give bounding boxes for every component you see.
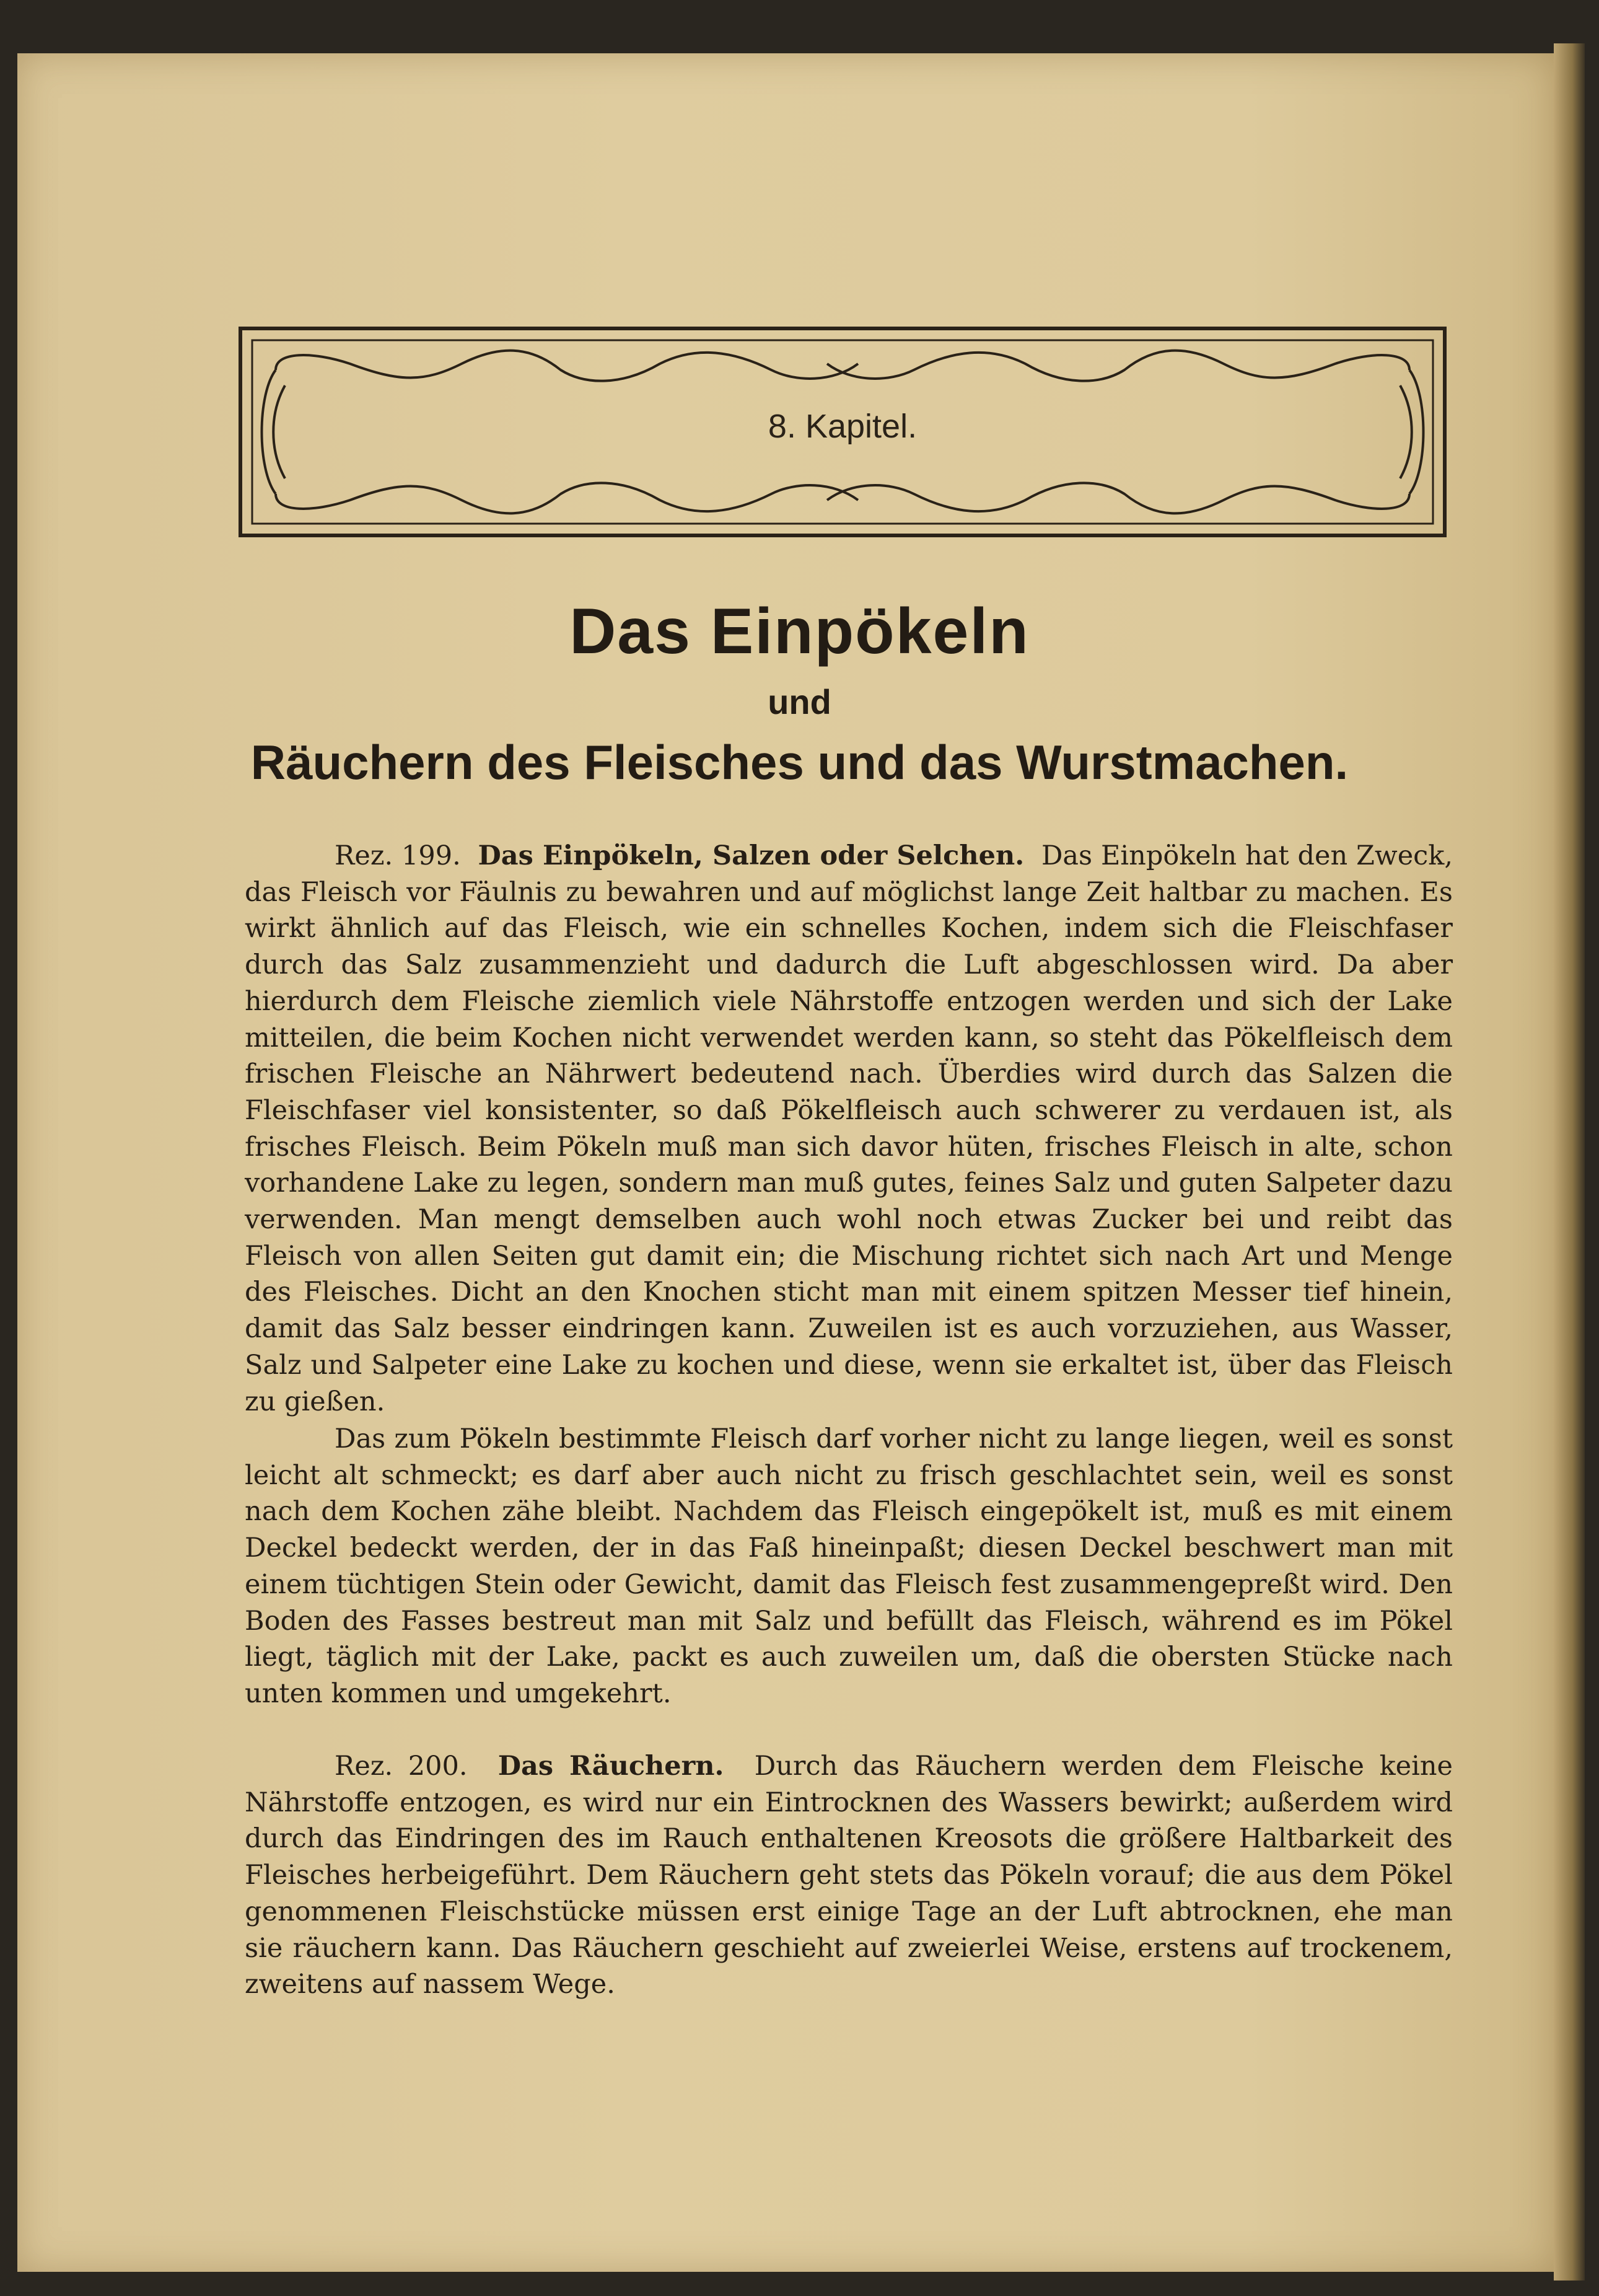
page-title: Das Einpökeln — [569, 596, 1030, 667]
title-connector: und — [768, 682, 831, 721]
recipe-number: Rez. 200. — [335, 1751, 468, 1782]
chapter-label: 8. Kapitel. — [768, 408, 918, 445]
recipe-heading: Das Einpökeln, Salzen oder Selchen. — [478, 840, 1025, 871]
recipe-200 — [245, 1748, 1453, 2003]
recipe-199-continued — [245, 1421, 1453, 1712]
recipe-text: Durch das Räuchern werden dem Fleische keine Nährstoffe entzogen, es wird nur ein Eintrocknen des Wassers bewirkt; außerdem wird durch das Eindringen des im Rauch enthaltenen Kreosots die größere Haltbarkeit des Fleisches herbeigeführt. Dem Räuchern geht stets das Pökeln vorauf; die aus dem Pökel genommenen Fleischstücke müssen erst einige Tage an der Luft abtrocknen, ehe man sie räuchern kann. Das Räuchern geschieht auf zweierlei Weise, erstens auf trockenem, zweitens auf nassem Wege. — [245, 1751, 1453, 2000]
recipe-number: Rez. 199. — [335, 840, 461, 871]
page-edge — [1554, 43, 1585, 2281]
recipe-text: Das Einpökeln hat den Zweck, das Fleisch vor Fäulnis zu bewahren und auf möglichst lange Zeit haltbar zu machen. Es wirkt ähnlich auf das Fleisch, wie ein schnelles Kochen, indem sich die Fleischfaser durch das Salz zusammenzieht und dadurch die Luft abgeschlossen wird. Da aber hierdurch dem Fleische ziemlich viele Nährstoffe entzogen werden und sich der Lake mitteilen, die beim Kochen nicht verwendet werden kann, so steht das Pökelfleisch dem frischen Fleische an Nährwert bedeutend nach. Überdies wird durch das Salzen die Fleischfaser viel konsistenter, so daß Pökelfleisch auch schwerer zu verdauen ist, als frisches Fleisch. Beim Pökeln muß man sich davor hüten, frisches Fleisch in alte, schon vorhandene Lake zu legen, sondern man muß gutes, feines Salz und guten Salpeter dazu verwenden. Man mengt demselben auch wohl noch etwas Zucker bei und reibt das Fleisch von allen Seiten gut damit ein; die Mischung richtet sich nach Art und Menge des Fleisches. Dicht an den Knochen sticht man mit einem spitzen Messer tief hinein, damit das Salz besser eindringen kann. Zuweilen ist es auch vorzuziehen, aus Wasser, Salz und Salpeter eine Lake zu kochen und diese, wenn sie erkaltet ist, über das Fleisch zu gießen. — [245, 840, 1453, 1417]
recipe-199 — [245, 838, 1453, 1420]
recipe-text: Das zum Pökeln bestimmte Fleisch darf vorher nicht zu lange liegen, weil es sonst leicht alt schmeckt; es darf aber auch nicht zu frisch geschlachtet sein, weil es sonst nach dem Kochen zähe bleibt. Nachdem das Fleisch eingepökelt ist, muß es mit einem Deckel bedeckt werden, der in das Faß hineinpaßt; diesen Deckel beschwert man mit einem tüchtigen Stein oder Gewicht, damit das Fleisch fest zusammengepreßt wird. Den Boden des Fasses bestreut man mit Salz und befüllt das Fleisch, während es im Pökel liegt, täglich mit der Lake, packt es auch zuweilen um, daß die obersten Stücke nach unten kommen und umgekehrt. — [245, 1423, 1453, 1709]
chapter-frame — [239, 327, 1447, 537]
page-subtitle: Räuchern des Fleisches und das Wurstmachen. — [250, 735, 1349, 790]
recipe-heading: Das Räuchern. — [497, 1751, 724, 1782]
